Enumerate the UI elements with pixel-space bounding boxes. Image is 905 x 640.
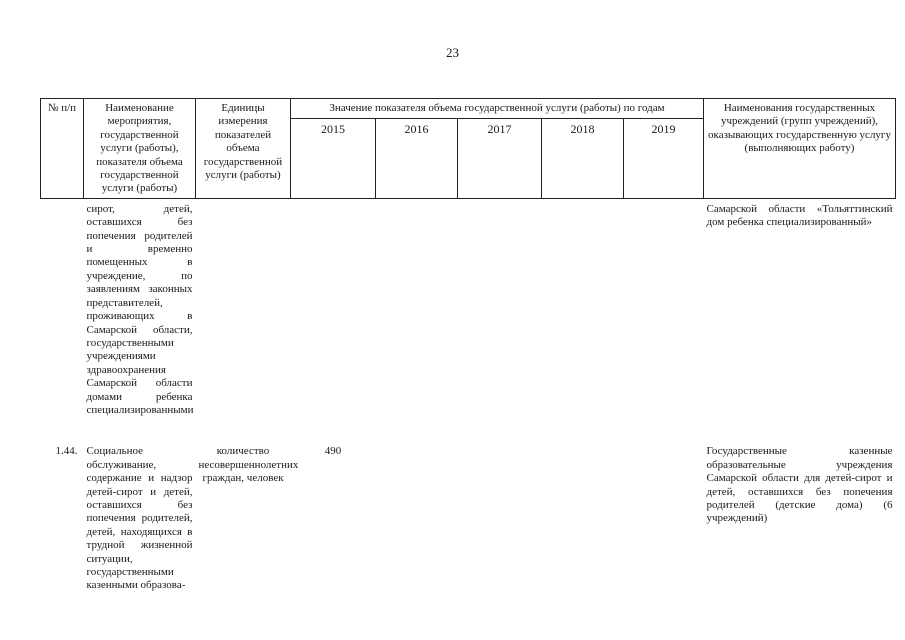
header-year-2017: 2017 [458,118,542,198]
row-name: сирот, детей, оставшихся без попечения родителей и временно помещенных в учреждение, по заявлениям законных представителей, проживающих в Самарской области, государственными учреждениями здравоохранения Самарской области домами ребенка специализированными [86,202,194,416]
row-unit [196,198,291,417]
header-num: № п/п [41,99,84,199]
header-institutions: Наименования государственных учреждений (групп учреждений), оказывающих государственную услугу (выполняющих работу) [704,99,896,199]
row-institutions: Самарской области «Тольяттинский дом ребенка специализированный» [706,202,893,229]
row-value-2019 [624,417,704,592]
row-institutions: Государственные казенные образовательные учреждения Самарской области для детей-сирот и детей, оставшихся без попечения родителей (детские дома) (6 учреждений) [706,445,893,525]
row-value-2015 [291,198,376,417]
row-num: 1.44. [55,445,78,458]
row-value-2017 [458,198,542,417]
row-value-2019 [624,198,704,417]
header-year-2019: 2019 [624,118,704,198]
page-number: 23 [446,45,459,60]
row-value-2016 [376,417,458,592]
header-values: Значение показателя объема государственной услуги (работы) по годам [291,99,704,119]
row-unit: количество несовершеннолетних граждан, человек [198,445,299,485]
row-value-2018 [542,198,624,417]
header-unit: Единицы измерения показателей объема государственной услуги (работы) [196,99,291,199]
row-name: Социальное обслуживание, содержание и надзор детей-сирот и детей, оставшихся без попечения родителей, детей, находящихся в трудной жизненной ситуации, государственными казенными образова- [86,445,193,592]
header-year-2018: 2018 [542,118,624,198]
header-year-2016: 2016 [376,118,458,198]
row-value-2018 [542,417,624,592]
header-year-2015: 2015 [291,118,376,198]
row-num [41,198,84,417]
row-value-2016 [376,198,458,417]
table-row [41,417,896,592]
row-value-2015: 490 [324,445,342,458]
row-value-2017 [458,417,542,592]
table-row [41,198,896,417]
header-name: Наименование мероприятия, государственной услуги (работы), показателя объема государственной услуги (работы) [84,99,196,199]
program-table [40,98,896,593]
